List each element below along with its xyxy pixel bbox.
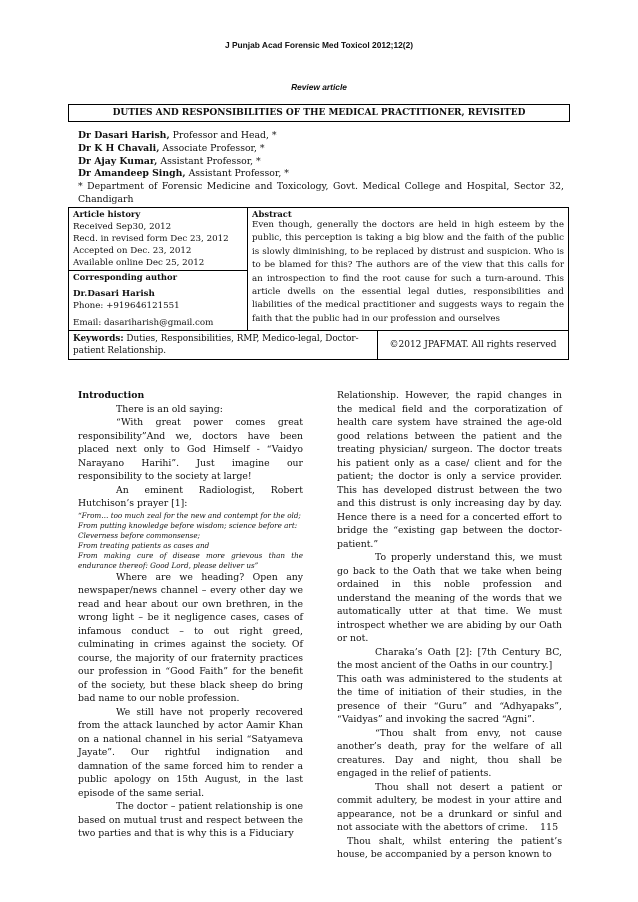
paragraph: We still have not properly recovered from the attack launched by actor Aamir Khan on a national channel in his serial “Satyameva Jayate”. Our rightful indignation and damnation of the same forced him to render a public apology on 15th August, in the last episode of the same serial.: [78, 706, 303, 799]
author-role: Associate Professor, *: [159, 142, 265, 154]
prayer-quote-line: From making cure of disease more grievous than the endurance thereof: Good Lord, please deliver us”: [78, 550, 303, 570]
journal-header: J Punjab Acad Forensic Med Toxicol 2012;12(2): [224, 40, 414, 50]
abstract-label: Abstract: [252, 209, 292, 219]
paragraph: “Thou shalt from envy, not cause another’s death, pray for the welfare of all creatures. Day and night, thou shall be engaged in the relief of patients.: [337, 727, 562, 779]
keywords-cell: [69, 331, 378, 359]
author-name: Dr Ajay Kumar,: [78, 155, 158, 167]
prayer-quote-line: From treating patients as cases and: [78, 540, 210, 550]
keywords-row: [69, 331, 569, 360]
paragraph: To properly understand this, we must go back to the Oath that we take when being ordained in this noble profession and understand the meaning of the words that we automatically utter at that time. We must introspect whether we are abiding by our Oath or not.: [337, 552, 562, 644]
article-history-cell: [69, 208, 248, 271]
author-line: [78, 168, 564, 181]
paragraph: Relationship. However, the rapid changes in the medical field and the corporatization of health care system have strained the age-old good relations between the patient and the treating physician/ surgeon. The doctor treats his patient only as a case/ client and for the patient; the doctor is only a service provider. This has developed distrust between the two and this distrust is only increasing day by day. Hence there is a need for a concerted effort to bridge the “existing gap between the doctor-patient.”: [337, 390, 562, 550]
article-info-table: [68, 207, 569, 360]
author-role: Professor and Head, *: [169, 130, 277, 141]
copyright: ©2012 JPAFMAT. All rights reserved: [389, 340, 557, 350]
corresponding-email: Email: dasariharish@gmail.com: [73, 318, 214, 328]
prayer-quote-line: From putting knowledge before wisdom; science before art:: [78, 520, 298, 530]
author-line: [78, 130, 564, 143]
paragraph: Thou shall not desert a patient or commit adultery, be modest in your attire and appearance, not be a drunkard or sinful and not associate with the abettors of crime.: [337, 781, 562, 833]
affiliation: * Department of Forensic Medicine and Toxicology, Govt. Medical College and Hospital, Sector 32, Chandigarh: [78, 181, 564, 205]
prayer-quote-line: “From… too much zeal for the new and contempt for the old;: [78, 510, 301, 520]
keywords-label: Keywords:: [73, 334, 124, 344]
keywords-text: Duties, Responsibilities, RMP, Medico-legal, Doctor-patient Relationship.: [73, 334, 359, 356]
history-line: Available online Dec 25, 2012: [73, 258, 205, 268]
author-name: Dr K H Chavali,: [78, 142, 160, 154]
corresponding-cell: [69, 271, 248, 331]
paragraph: The doctor – patient relationship is one based on mutual trust and respect between the two parties and that is why this is a Fiduciary: [78, 801, 303, 839]
corresponding-label: Corresponding author: [73, 272, 178, 282]
abstract-text: Even though, generally the doctors are held in high esteem by the public, this perception is taking a big blow and the faith of the public is slowly diminishing, to be replaced by distrust and suspicion. Who is to be blamed for this? The authors are of the view that this calls for an introspection to find the root cause for such a turn-around. This article dwells on the essential legal duties, responsibilities and liabilities of the medical practitioner and suggests ways to regain the faith that the public had in our profession and ourselves: [252, 220, 564, 324]
paragraph: There is an old saying:: [116, 403, 223, 415]
paragraph: “With great power comes great responsibility”And we, doctors have been placed next only to God Himself - “Vaidyo Narayano Harihi”. Just imagine our responsibility to the society at large!: [78, 417, 303, 482]
article-history-label: Article history: [73, 209, 141, 219]
article-type: Review article: [291, 82, 347, 92]
author-name: Dr Dasari Harish,: [78, 130, 170, 141]
author-name: Dr Amandeep Singh,: [78, 168, 186, 180]
prayer-quote-line: Cleverness before commonsense;: [78, 530, 201, 540]
author-role: Assistant Professor, *: [157, 155, 261, 167]
authors-block: [78, 130, 564, 207]
paragraph: Where are we heading? Open any newspaper/news channel – every other day we read and hear about our own brethren, in the wrong light – be it negligence cases, cases of infamous conduct – to out right greed, culminating in crimes against the society. Of course, the majority of our fraternity practices our profession in “Good Faith” for the benefit of the society, but these black sheep do bring bad name to our noble profession.: [78, 571, 303, 704]
history-line: Received Sep30, 2012: [73, 222, 172, 232]
abstract-cell: [248, 208, 569, 331]
author-line: [78, 156, 564, 169]
right-column: [337, 389, 562, 862]
corresponding-name: Dr.Dasari Harish: [73, 289, 155, 299]
history-line: Recd. in revised form Dec 23, 2012: [73, 234, 229, 244]
left-column: [78, 389, 303, 841]
author-line: [78, 143, 564, 156]
paragraph: Charaka’s Oath [2]: [7th Century BC, the most ancient of the Oaths in our country.]: [337, 646, 562, 671]
article-title: DUTIES AND RESPONSIBILITIES OF THE MEDICAL PRACTITIONER, REVISITED: [68, 104, 570, 122]
history-line: Accepted on Dec. 23, 2012: [73, 246, 192, 256]
page-number: 115: [540, 822, 559, 833]
section-heading: Introduction: [78, 390, 145, 401]
paragraph: This oath was administered to the students at the time of initiation of their studies, in the presence of their “Guru” and “Adhyapaks”, “Vaidyas” and invoking the sacred “Agni”.: [337, 673, 562, 725]
author-role: Assistant Professor, *: [185, 168, 289, 180]
corresponding-phone: Phone: +919646121551: [73, 301, 180, 311]
paragraph: Thou shalt, whilst entering the patient’s house, be accompanied by a person known to: [337, 835, 562, 860]
paragraph: An eminent Radiologist, Robert Hutchison’s prayer [1]:: [78, 484, 303, 509]
